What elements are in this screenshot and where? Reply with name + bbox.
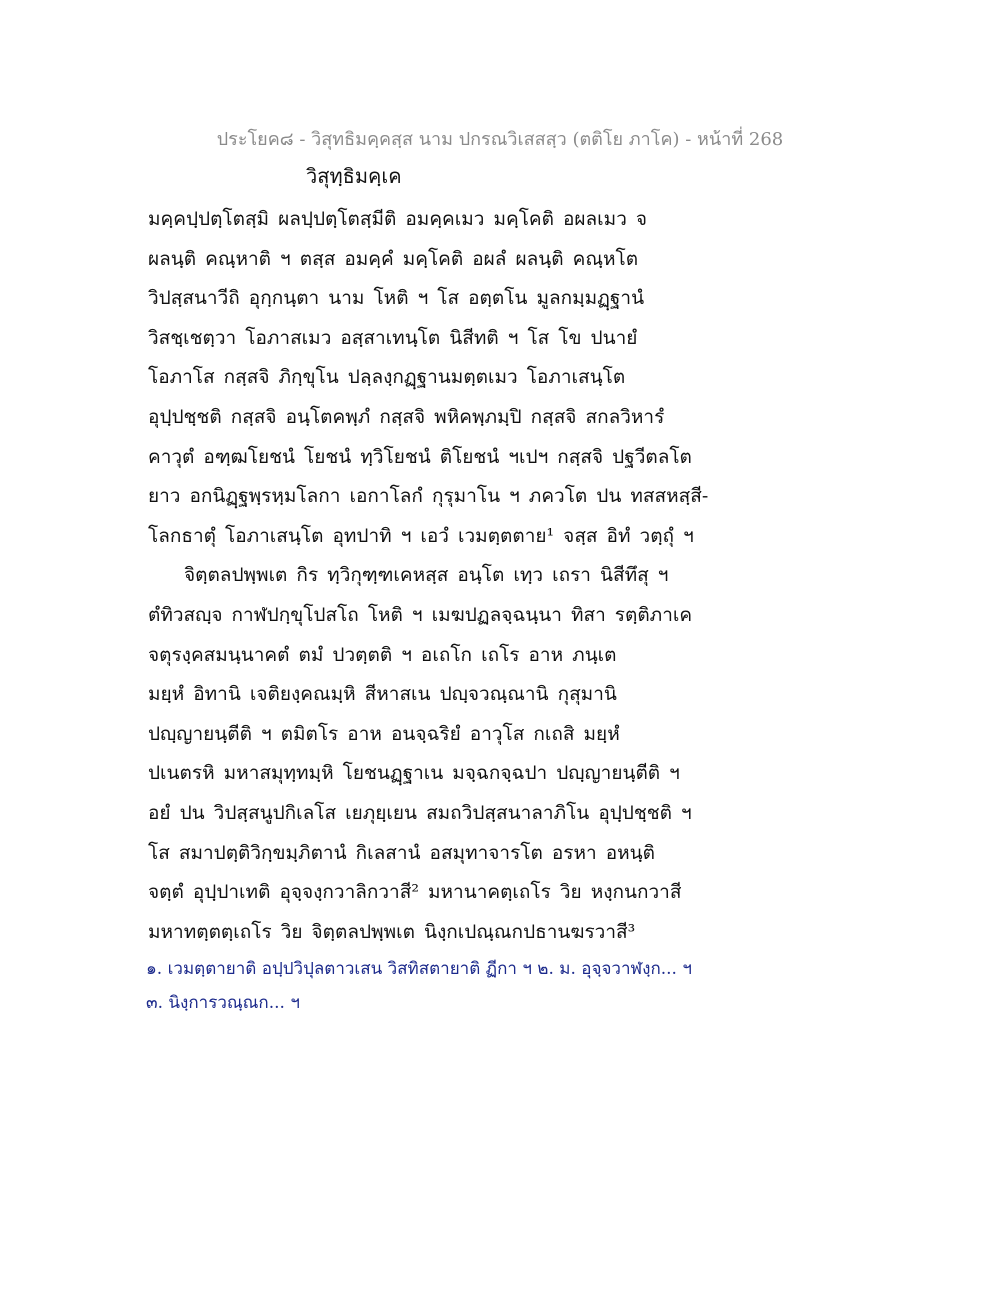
footnotes: [146, 952, 866, 1020]
body-line: ปญฺญายนฺตีติ ฯ ตมิตโร อาห อนจฺฉริยํ อาวุโส กเถสิ มยฺหํ: [148, 722, 620, 745]
body-line: อยํ ปน วิปสฺสนูปกิเลโส เยภุยฺเยน สมถวิปสฺสนาลาภิโน อุปฺปชฺชติ ฯ: [148, 801, 692, 824]
body-line: โส สมาปตฺติวิกฺขมฺภิตานํ กิเลสานํ อสมุทาจารโต อรหา อหนฺติ: [148, 841, 655, 864]
page-header: ประโยค๘ - วิสุทธิมคฺคสฺส นาม ปกรณวิเสสสฺว (ตติโย ภาโค) - หน้าที่ 268: [216, 129, 784, 150]
body-line: โอภาโส กสฺสจิ ภิกฺขุโน ปลฺลงฺกฏฺฐานมตฺตเมว โอภาเสนฺโต: [148, 366, 626, 389]
body-line: ผลนฺติ คณฺหาติ ฯ ตสฺส อมคฺคํ มคฺโคติ อผลํ ผลนฺติ คณฺหโต: [148, 247, 639, 270]
paragraph-start-line: จิตฺตลปพฺพเต กิร ทฺวิกุฑฺฑเคหสฺส อนฺโต เทฺว เถรา นิสีทึสุ ฯ: [184, 564, 669, 587]
body-line: วิสชฺเชตฺวา โอภาสเมว อสฺสาเทนฺโต นิสีทติ ฯ โส โข ปนายํ: [148, 326, 638, 349]
body-line: มคฺคปฺปตฺโตสฺมิ ผลปฺปตฺโตสฺมีติ อมคฺคเมว มคฺโคติ อผลเมว จ: [148, 208, 648, 230]
body-line: มยฺหํ อิทานิ เจติยงฺคณมฺหิ สีหาสเน ปญฺจวณฺณานิ กุสุมานิ: [148, 683, 617, 706]
body-line: วิปสฺสนาวีถิ อุกฺกนฺตา นาม โหติ ฯ โส อตฺตโน มูลกมฺมฏฺฐานํ: [148, 287, 645, 310]
body-line: ยาว อกนิฏฺฐพฺรหฺมโลกา เอกาโลกํ กุรุมาโน ฯ ภควโต ปน ทสสหสฺสี-: [148, 485, 709, 508]
body-line: คาวุตํ อฑฺฒโยชนํ โยชนํ ทฺวิโยชนํ ติโยชนํ ฯเปฯ กสฺสจิ ปฐวีตลโต: [148, 445, 692, 468]
body-line: อุปฺปชฺชติ กสฺสจิ อนฺโตคพฺภํ กสฺสจิ พหิคพฺภมฺปิ กสฺสจิ สกลวิหารํ: [148, 405, 665, 428]
body-line: จตฺตํ อุปฺปาเทติ อุจฺจงฺกวาลิกวาสี² มหานาคตฺเถโร วิย หงฺกนกวาสี: [148, 881, 682, 904]
body-line: ปเนตรหิ มหาสมุทฺทมฺหิ โยชนฏฺฐาเน มจฺฉกจฺฉปา ปญฺญายนฺตีติ ฯ: [148, 762, 680, 785]
footnote: ๓. นิงฺการวณฺณก... ฯ: [146, 993, 300, 1013]
body-line: โลกธาตุํ โอภาเสนฺโต อุทปาทิ ฯ เอวํ เวมตฺตตาย¹ จสฺส อิทํ วตฺถุํ ฯ: [148, 524, 694, 547]
body-text: [148, 200, 848, 952]
body-line: มหาทตฺตตฺเถโร วิย จิตฺตลปพฺพเต นิงฺกเปณฺณกปธานฆรวาสี³: [148, 920, 636, 943]
section-title: วิสุทฺธิมคฺเค: [306, 164, 402, 188]
body-line: ตํทิวสญฺจ กาฬปกฺขุโปสโถ โหติ ฯ เมฆปฏลจฺฉนฺนา ทิสา รตฺติภาเค: [148, 603, 693, 626]
body-line: จตุรงฺคสมนฺนาคตํ ตมํ ปวตฺตติ ฯ อเถโก เถโร อาห ภนฺเต: [148, 643, 617, 666]
footnote: ๑. เวมตฺตายาติ อปฺปวิปุลตาวเสน วิสทิสตายาติ ฏีกา ฯ ๒. ม. อุจฺจวาฬงฺก... ฯ: [146, 959, 692, 979]
